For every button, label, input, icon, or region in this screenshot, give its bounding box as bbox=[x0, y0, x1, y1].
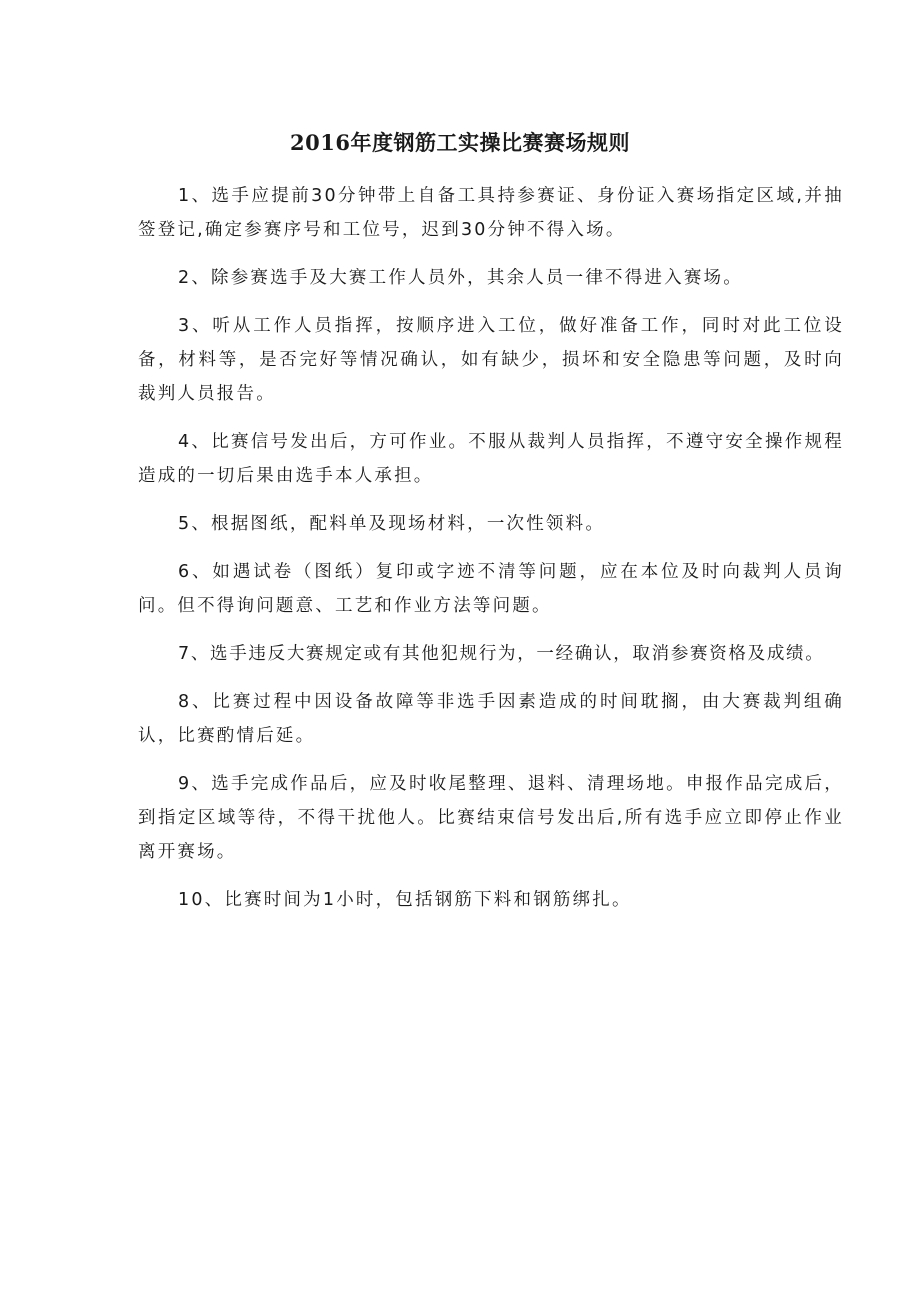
document-title: 2016年度钢筋工实操比赛赛场规则 bbox=[290, 130, 630, 155]
rule-8: 8、比赛过程中因设备故障等非选手因素造成的时间耽搁，由大赛裁判组确认，比赛酌情后延。 bbox=[138, 692, 844, 746]
rule-1: 1、选手应提前30分钟带上自备工具持参赛证、身份证入赛场指定区域,并抽签登记,确定参赛序号和工位号，迟到30分钟不得入场。 bbox=[138, 186, 844, 240]
rule-9: 9、选手完成作品后，应及时收尾整理、退料、清理场地。申报作品完成后，到指定区域等待，不得干扰他人。比赛结束信号发出后,所有选手应立即停止作业离开赛场。 bbox=[138, 774, 844, 862]
rule-2: 2、除参赛选手及大赛工作人员外，其余人员一律不得进入赛场。 bbox=[178, 268, 743, 288]
rule-6: 6、如遇试卷（图纸）复印或字迹不清等问题，应在本位及时向裁判人员询问。但不得询问题意、工艺和作业方法等问题。 bbox=[138, 562, 844, 616]
rules-list bbox=[138, 179, 844, 931]
rule-10: 10、比赛时间为1小时，包括钢筋下料和钢筋绑扎。 bbox=[178, 890, 632, 910]
rule-4: 4、比赛信号发出后，方可作业。不服从裁判人员指挥，不遵守安全操作规程造成的一切后果由选手本人承担。 bbox=[138, 432, 844, 486]
rule-5: 5、根据图纸，配料单及现场材料，一次性领料。 bbox=[178, 514, 606, 534]
rule-3: 3、听从工作人员指挥，按顺序进入工位，做好准备工作，同时对此工位设备，材料等，是否完好等情况确认，如有缺少，损坏和安全隐患等问题，及时向裁判人员报告。 bbox=[138, 316, 844, 404]
rule-7: 7、选手违反大赛规定或有其他犯规行为，一经确认，取消参赛资格及成绩。 bbox=[178, 644, 825, 664]
